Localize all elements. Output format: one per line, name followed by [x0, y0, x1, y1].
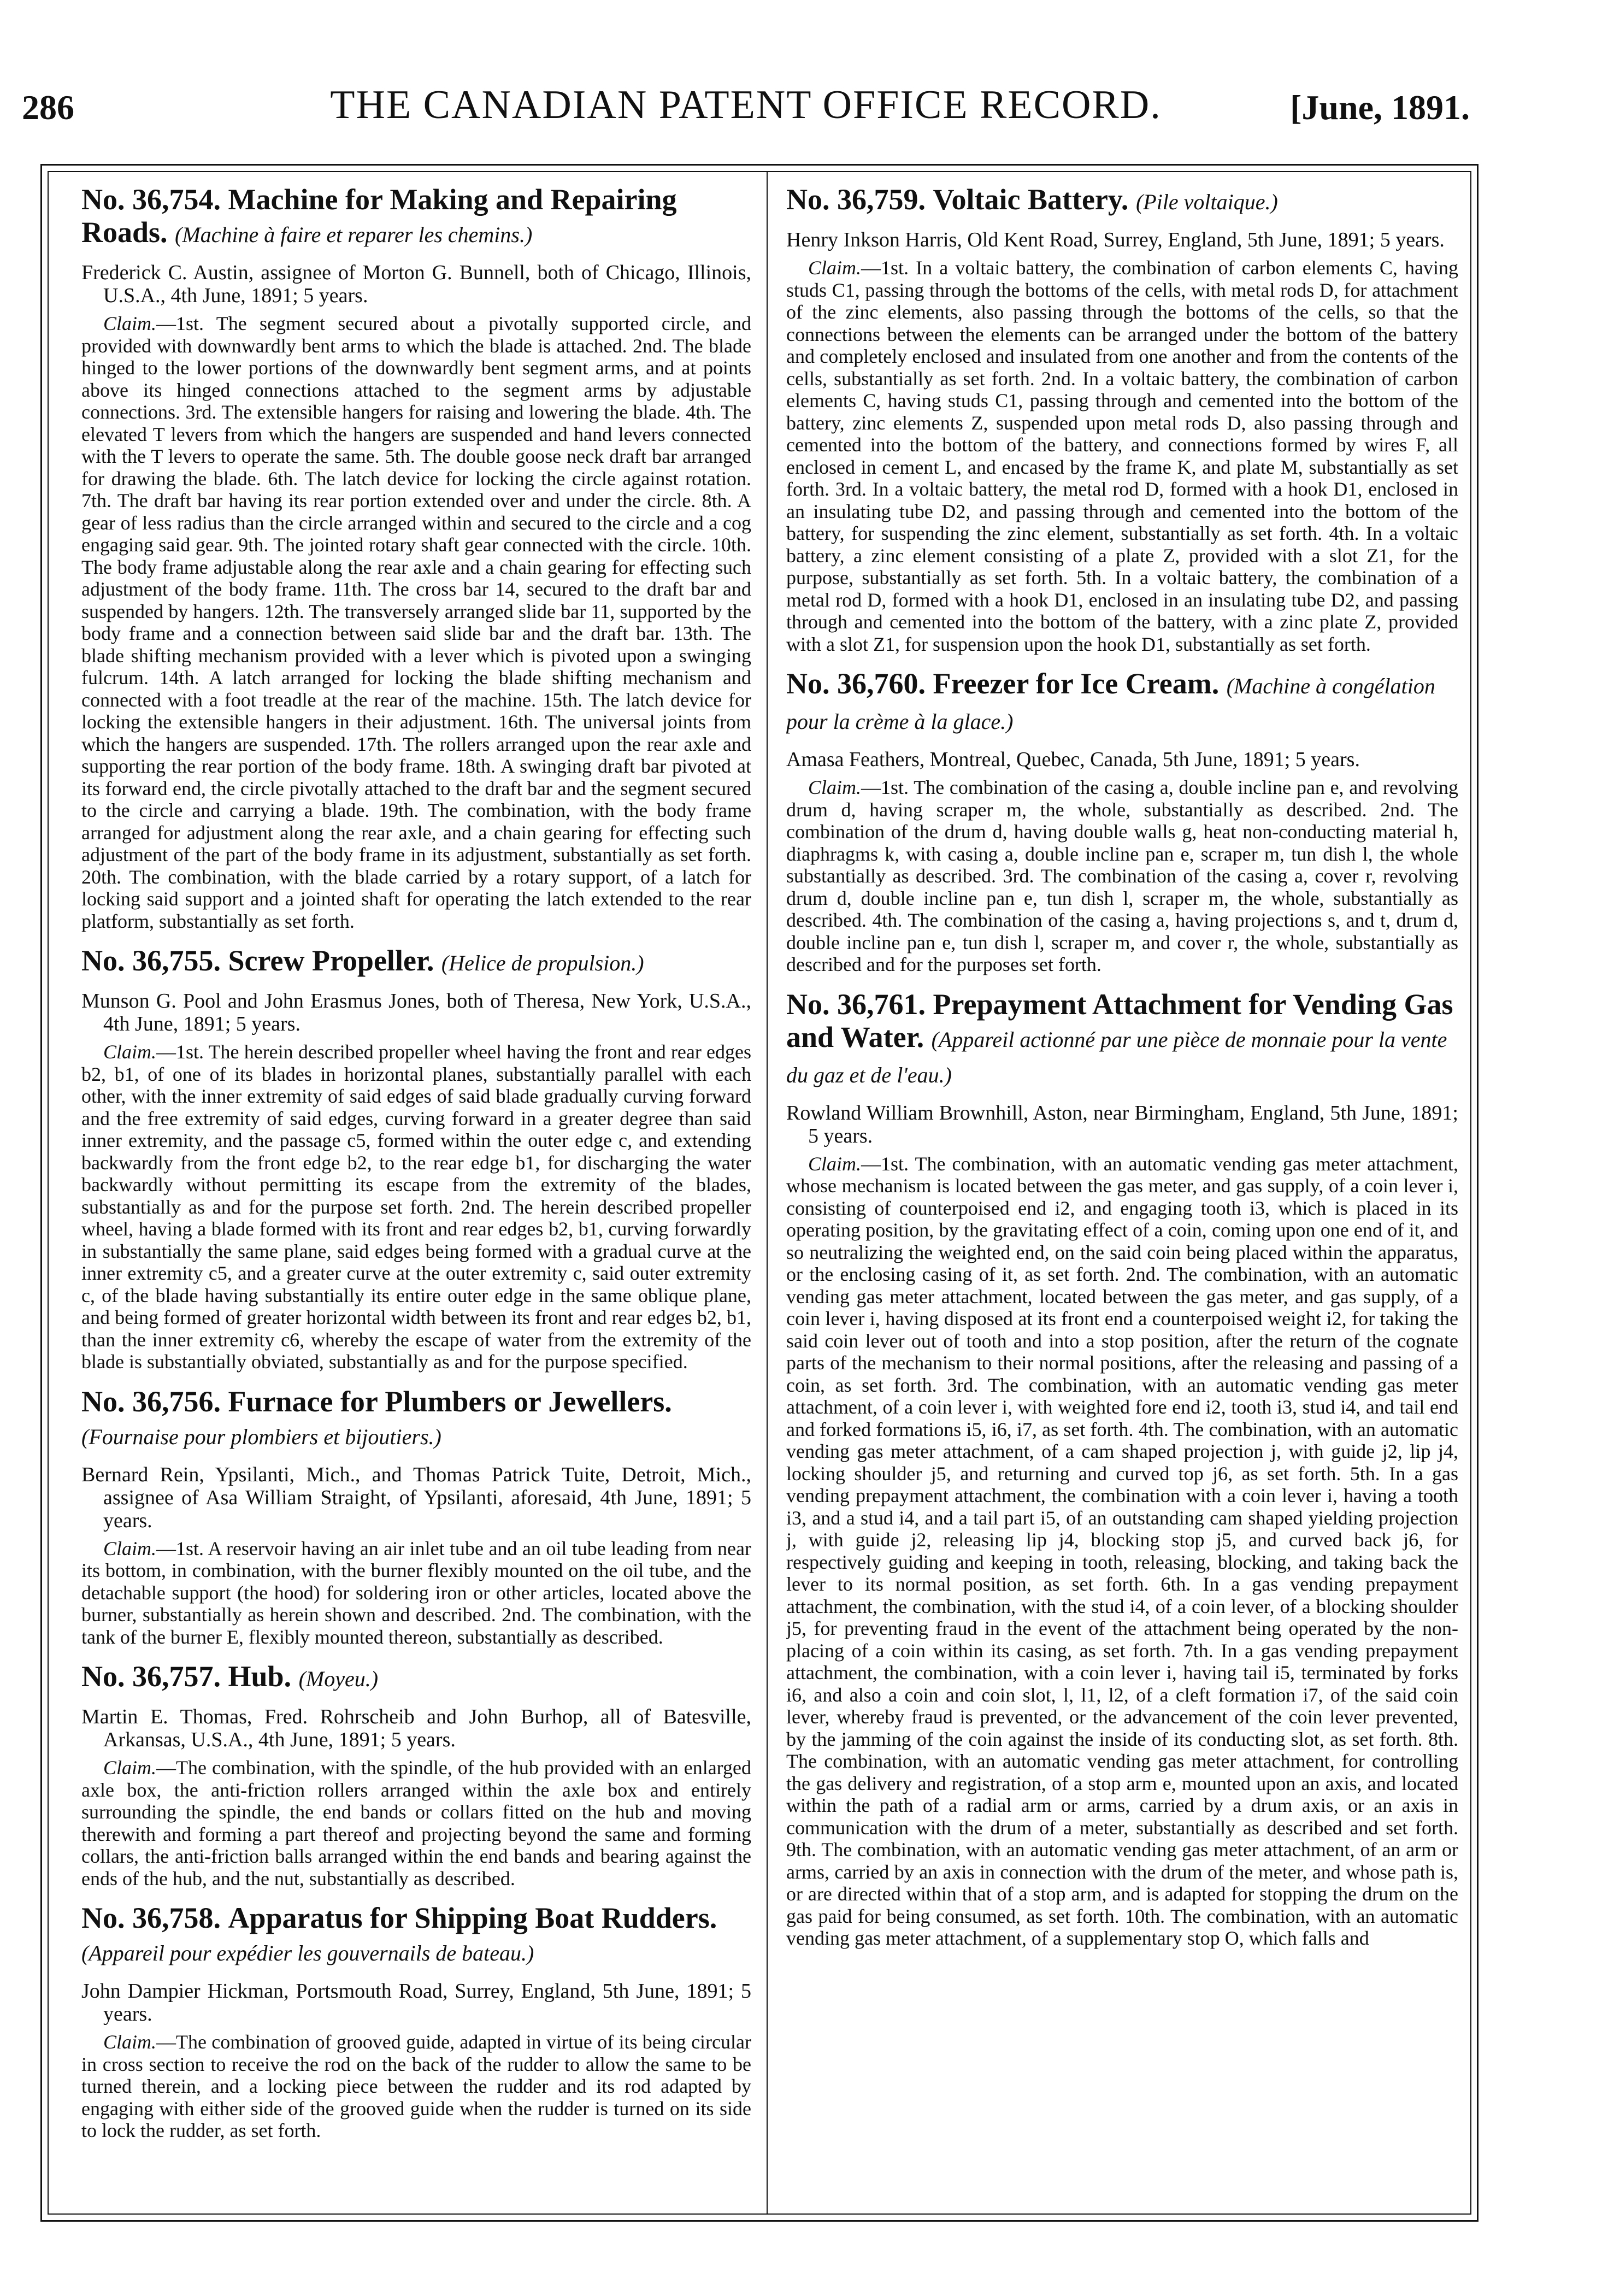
claim-text: —1st. A reservoir having an air inlet tube and an oil tube leading from near its bottom, in combination, with the burner flexibly mounted on the oil tube, and the detachable support (the hood) for soldering iron or other articles, located above the burner, substantially as herein shown and described. 2nd. The combination, with the tank of the burner E, flexibly mounted thereon, substantially as described. [81, 1537, 751, 1648]
patent-title: Prepayment Attachment for Vending Gas and Water. [786, 987, 1453, 1053]
page-number: 286 [22, 88, 74, 127]
patent-title: Hub. [228, 1660, 292, 1693]
patent-claim [81, 2031, 751, 2142]
patent-entry [786, 988, 1458, 1950]
patent-claim [786, 257, 1458, 655]
patent-number: No. 36,761. [786, 987, 926, 1021]
patent-applicant: John Dampier Hickman, Portsmouth Road, Surrey, England, 5th June, 1891; 5 years. [81, 1980, 751, 2026]
left-column [81, 183, 751, 2208]
claim-label: Claim. [808, 257, 862, 279]
patent-french-title: (Moyeu.) [298, 1667, 379, 1691]
patent-number: No. 36,755. [81, 944, 221, 977]
patent-title: Machine for Making and Repairing Roads. [81, 183, 677, 249]
patent-french-title: (Pile voltaique.) [1135, 190, 1278, 214]
patent-number: No. 36,756. [81, 1385, 221, 1418]
patent-applicant: Munson G. Pool and John Erasmus Jones, both of Theresa, New York, U.S.A., 4th June, 1891; 5 years. [81, 990, 751, 1035]
claim-label: Claim. [103, 313, 157, 334]
patent-number: No. 36,759. [786, 183, 926, 216]
patent-heading [81, 1901, 751, 1970]
claim-label: Claim. [103, 1537, 157, 1559]
patent-french-title: (Helice de propulsion.) [441, 951, 644, 975]
claim-label: Claim. [103, 1041, 157, 1063]
patent-entry [786, 183, 1458, 655]
patent-applicant: Martin E. Thomas, Fred. Rohrscheib and John Burhop, all of Batesville, Arkansas, U.S.A., 4th June, 1891; 5 years. [81, 1705, 751, 1751]
running-head [22, 82, 1470, 137]
patent-entry [81, 183, 751, 932]
patent-heading [81, 944, 751, 980]
patent-french-title: (Appareil actionné par une pièce de monnaie pour la vente du gaz et de l'eau.) [786, 1027, 1447, 1087]
patent-applicant: Amasa Feathers, Montreal, Quebec, Canada, 5th June, 1891; 5 years. [786, 748, 1360, 771]
patent-applicant: Frederick C. Austin, assignee of Morton G. Bunnell, both of Chicago, Illinois, U.S.A., 4th June, 1891; 5 years. [81, 261, 751, 307]
claim-label: Claim. [103, 2031, 157, 2053]
claim-text: —The combination of grooved guide, adapted in virtue of its being circular in cross section to receive the rod on the back of the rudder to allow the same to be turned therein, and a locking piece between the rudder and its rod adapted by engaging with either side of the grooved guide when the rudder is turned on its side to lock the rudder, as set forth. [81, 2031, 751, 2141]
patent-claim [81, 313, 751, 932]
claim-text: —The combination, with the spindle, of the hub provided with an enlarged axle box, the anti-friction rollers arranged within the axle box and entirely surrounding the spindle, the end bands or collars fitted on the hub and moving therewith and forming a part thereof and projecting beyond the same and forming collars, the anti-friction balls arranged within the end bands and bearing against the ends of the hub, and the nut, substantially as described. [81, 1757, 751, 1889]
right-column [786, 183, 1458, 2208]
patent-entry [81, 1660, 751, 1889]
patent-title: Furnace for Plumbers or Jewellers. [228, 1385, 672, 1418]
patent-entry [81, 944, 751, 1373]
claim-text: —1st. In a voltaic battery, the combination of carbon elements C, having studs C1, passing through the bottoms of the cells, with metal rods D, for attachment of the zinc elements, also passing through the bottoms of the cells, so that the connections between the elements can be arranged under the bottom of the battery and completely enclosed and insulated from one another and from the contents of the cells, substantially as set forth. 2nd. In a voltaic battery, the combination of carbon elements C, having studs C1, passing through and cemented into the bottom of the battery, zinc elements Z, suspended upon metal rods D, also passing through and cemented into the bottom of the battery, and connections formed by wires F, all enclosed in cement L, and encased by the frame K, and plate M, substantially as set forth. 3rd. In a voltaic battery, the metal rod D, formed with a hook D1, enclosed in an insulating tube D2, and passing through and cemented into the bottom of the battery, for suspending the zinc element, substantially as set forth. 4th. In a voltaic battery, a zinc element consisting of a plate Z, provided with a slot Z1, for the purpose, substantially as set forth. 5th. In a voltaic battery, the combination of a metal rod D, formed with a hook D1, enclosed in an insulating tube D2, and passing through and cemented into the bottom of the battery, with a zinc plate Z, provided with a slot Z1, for suspension upon the hook D1, substantially as set forth. [786, 257, 1458, 655]
patent-heading [786, 988, 1458, 1092]
page-frame [40, 164, 1478, 2222]
claim-text: —1st. The combination, with an automatic vending gas meter attachment, whose mechanism is located between the gas meter, and gas supply, of a coin lever i, consisting of counterpoised end i2, and engaging tooth i3, which is placed in its operating position, by the gravitating effect of a coin, coming upon one end of it, and so neutralizing the weighted end, on the said coin being placed within the apparatus, or the enclosing casing of it, as set forth. 2nd. The combination, with an automatic vending gas meter attachment, located between the gas meter, and gas supply, of a coin lever i, having disposed at its front end a counterpoised weight i2, for taking the said coin lever out of tooth and into a stop position, after the return of the cognate parts of the mechanism to their normal positions, after the releasing and passing of a coin, as set forth. 3rd. The combination, with an automatic vending gas meter attachment, of a coin lever i, with weighted fore end i2, tooth i3, stud i4, and tail end and forked formations i5, i6, i7, as set forth. 4th. The combination, with an automatic vending gas meter attachment, of a cam shaped projection j, with guide j2, lip j4, locking shoulder j5, and returning and curved top j6, as set forth. 5th. In a gas vending prepayment attachment, the combination with a coin lever i, having a tooth i3, and a stud i4, and a tail part i5, of an outstanding cam shaped yielding projection j, with guide j2, releasing lip j4, blocking stop j5, and curved back j6, for respectively guiding and keeping in tooth, releasing, blocking, and taking back the lever to its normal position, as set forth. 6th. In a gas vending prepayment attachment, the combination, with the stud i4, of a coin lever, of a blocking shoulder j5, for preventing fraud in the event of the attachment being operated by the non-placing of a coin within its casing, as set forth. 7th. In a gas vending prepayment attachment, the combination, with a coin lever i, having tail i5, terminated by forks i6, and also a coin and coin slot, l, l1, l2, of a cleft formation i7, of the said coin lever, whereby fraud is prevented, or the advancement of the coin lever prevented, by the jamming of the coin against the inside of its conducting slot, as set forth. 8th. The combination, with an automatic vending gas meter attachment, for controlling the gas delivery and registration, of a stop arm e, mounted upon an axis, and located within the path of a radial arm or arms, carried by a drum axis, or an axis in communication with the drum of a meter, substantially as described and set forth. 9th. The combination, with an automatic vending gas meter attachment, of an arm or arms, carried by an axis in connection with the drum of the meter, and whose path is, or are directed within that of a stop arm, and is adapted for stopping the drum on the gas paid for being consumed, as set forth. 10th. The combination, with an automatic vending gas meter attachment, of a supplementary stop O, which falls and [786, 1152, 1458, 1949]
column-rule [767, 172, 768, 2213]
claim-label: Claim. [808, 776, 862, 798]
patent-number: No. 36,757. [81, 1660, 221, 1693]
patent-applicant: Henry Inkson Harris, Old Kent Road, Surrey, England, 5th June, 1891; 5 years. [786, 228, 1445, 251]
patent-title: Screw Propeller. [228, 944, 434, 977]
patent-heading [786, 183, 1458, 219]
patent-entry [81, 1901, 751, 2142]
patent-title: Freezer for Ice Cream. [933, 667, 1220, 700]
claim-text: —1st. The herein described propeller wheel having the front and rear edges b2, b1, of one of its blades in horizontal planes, substantially parallel with each other, with the inner extremity of said edges of said blade gradually curving forward and the free extremity of said edges, curving forward in a greater degree than said inner extremity, and the passage c5, formed within the outer edge c, and extending backwardly from the front edge b2, to the rear edge b1, for discharging the water backwardly without permitting its escape from the extremity of the blades, substantially as and for the purpose set forth. 2nd. The herein described propeller wheel, having a blade formed with its front and rear edges b2, b1, curving forwardly in substantially the same plane, said edges being formed with a gradual curve at the inner extremity c5, and a greater curve at the outer extremity c, said outer extremity c, of the blade having substantially its entire outer edge in the same oblique plane, and being formed of greater horizontal width between its front and rear edges b2, b1, than the inner extremity c6, whereby the escape of water from the extremity of the blade is substantially obviated, substantially as and for the purpose specified. [81, 1041, 751, 1373]
patent-applicant: Rowland William Brownhill, Aston, near Birmingham, England, 5th June, 1891; 5 years. [786, 1101, 1458, 1147]
patent-french-title: (Machine à congélation pour la crème à la glace.) [786, 674, 1435, 734]
claim-text: —1st. The segment secured about a pivotally supported circle, and provided with downwardly bent arms to which the blade is attached. 2nd. The blade hinged to the lower portions of the downwardly bent segment arms, and at points above its hinged connections attached to the segment arms by adjustable connections. 3rd. The extensible hangers for raising and lowering the blade. 4th. The elevated T levers from which the hangers are suspended and hand levers connected with the T levers to operate the same. 5th. The double goose neck draft bar arranged for drawing the blade. 6th. The latch device for locking the circle against rotation. 7th. The draft bar having its rear portion extended over and under the circle. 8th. A gear of less radius than the circle arranged within and secured to the circle and a cog engaging said gear. 9th. The jointed rotary shaft gear connected with the circle. 10th. The body frame adjustable along the rear axle and a chain gearing for effecting such adjustment of the body frame. 11th. The cross bar 14, secured to the draft bar and suspended by hangers. 12th. The transversely arranged slide bar 11, supported by the body frame and a connection between said slide bar and the draft bar. 13th. The blade shifting mechanism provided with a lever which is pivoted upon a swinging fulcrum. 14th. A latch arranged for locking the blade shifting mechanism and connected with a foot treadle at the rear of the machine. 15th. The latch device for locking the extensible hangers in their adjustment. 16th. The universal joints from which the hangers are suspended. 17th. The rollers arranged upon the rear axle and supporting the rear portion of the body frame. 18th. A swinging draft bar pivoted at its forward end, the circle pivotally attached to the draft bar and the segment secured to the circle and carrying a blade. 19th. The combination, with the body frame arranged for adjustment along the rear axle, and a chain gearing for effecting such adjustment of the part of the body frame in its adjustment, substantially as set forth. 20th. The combination, with the blade carried by a rotary support, of a latch for locking said support and a jointed shaft for operating the latch extended to the rear platform, substantially as set forth. [81, 313, 751, 932]
patent-title: Voltaic Battery. [933, 183, 1129, 216]
patent-number: No. 36,754. [81, 183, 221, 216]
journal-title: THE CANADIAN PATENT OFFICE RECORD. [330, 83, 1162, 127]
patent-french-title: (Fournaise pour plombiers et bijoutiers.) [81, 1424, 441, 1449]
patent-heading [81, 1385, 751, 1453]
patent-claim [786, 776, 1458, 976]
claim-label: Claim. [808, 1152, 862, 1175]
patent-claim [81, 1041, 751, 1373]
patent-claim [786, 1153, 1458, 1950]
claim-label: Claim. [103, 1757, 157, 1779]
page-frame-inner [48, 171, 1471, 2215]
issue-date: [June, 1891. [1290, 88, 1470, 127]
patent-claim [81, 1538, 751, 1649]
patent-heading [786, 667, 1458, 738]
patent-number: No. 36,758. [81, 1901, 221, 1934]
patent-heading [81, 1660, 751, 1695]
patent-heading [81, 183, 751, 251]
patent-french-title: (Machine à faire et reparer les chemins.) [175, 222, 533, 247]
patent-number: No. 36,760. [786, 667, 926, 700]
patent-title: Apparatus for Shipping Boat Rudders. [228, 1901, 717, 1934]
patent-claim [81, 1757, 751, 1889]
patent-entry [81, 1385, 751, 1649]
patent-french-title: (Appareil pour expédier les gouvernails de bateau.) [81, 1941, 534, 1965]
patent-entry [786, 667, 1458, 976]
patent-applicant: Bernard Rein, Ypsilanti, Mich., and Thomas Patrick Tuite, Detroit, Mich., assignee of Asa William Straight, of Ypsilanti, aforesaid, 4th June, 1891; 5 years. [81, 1463, 751, 1532]
claim-text: —1st. The combination of the casing a, double incline pan e, and revolving drum d, having scraper m, the whole, substantially as described. 2nd. The combination of the drum d, having double walls g, heat non-conducting material h, diaphragms k, with casing a, double incline pan e, scraper m, tun dish l, the whole substantially as described. 3rd. The combination of the casing a, cover r, revolving drum d, double incline pan e, tun dish l, scraper m, the whole, substantially as described. 4th. The combination of the casing a, having projections s, and t, drum d, double incline pan e, tun dish l, scraper m, and cover r, the whole, substantially as described and for the purposes set forth. [786, 776, 1458, 975]
